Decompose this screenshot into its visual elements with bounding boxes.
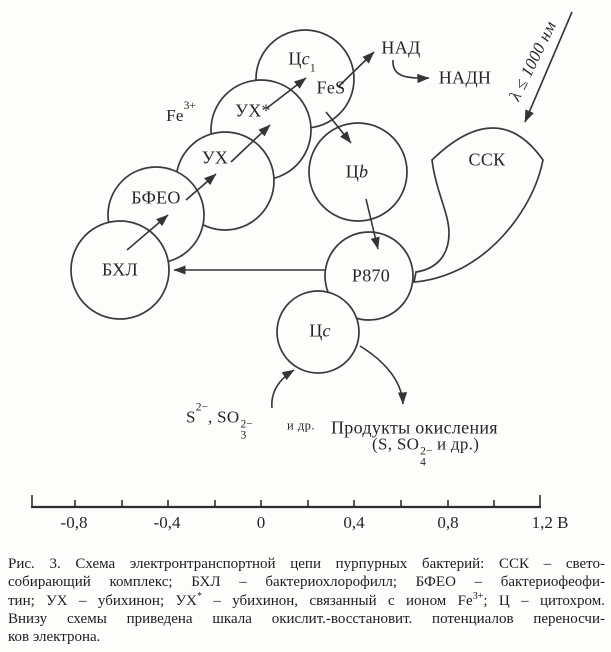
- axis-tick-label-12v: 1,2 В: [531, 513, 569, 532]
- caption-line: Внизу схемы приведена шкала окислит.-восстановит. потенциалов переносчи-: [8, 610, 605, 627]
- axis-tick-label-neg04: -0,4: [153, 513, 181, 532]
- caption-line: тин; УХ – убихинон; УХ* – убихинон, связанный с ионом $Fe^{3+}$; Ц – цитохром.: [8, 590, 605, 609]
- node-cck-label: ССК: [468, 149, 506, 170]
- fe-ion-label: $Fe^{3+}$: [166, 99, 196, 125]
- arrow-cc-to-products: [360, 346, 403, 404]
- node-bfeo-label: БФЕО: [131, 187, 181, 208]
- caption-line: собирающий комплекс; БХЛ – бактериохлорофилл; БФЕО – бактериофеофи-: [8, 574, 605, 591]
- substrates-label: $S^{2-}$, SO 2− 3: [186, 401, 253, 442]
- node-bhl-label: БХЛ: [102, 259, 138, 280]
- axis-tick-label-08: 0,8: [437, 513, 459, 532]
- axis-tick-label-neg08: -0,8: [60, 513, 88, 532]
- node-ux-label: УХ: [201, 147, 229, 168]
- products-label-line2: (S, SO 2− 4 и др.): [372, 434, 480, 469]
- potential-axis: [31, 495, 541, 507]
- node-p870-label: P870: [351, 265, 391, 286]
- node-ux-star-label: УХ*: [235, 100, 271, 121]
- figure-caption: [8, 555, 605, 646]
- node-cc-label: Цc: [309, 320, 331, 341]
- axis-tick-label-0: 0: [256, 513, 266, 532]
- light-wavelength-label: λ ≤ 1000 нм: [505, 17, 560, 104]
- node-cc1-label: $Цc_1$: [288, 48, 316, 75]
- caption-line: Рис. 3. Схема электронтранспортной цепи пурпурных бактерий: ССК – свето-: [8, 556, 605, 572]
- node-cb-label: Цb: [345, 161, 369, 182]
- nad-label: НАД: [381, 37, 421, 58]
- substrates-etc-label: и др.: [287, 418, 316, 433]
- caption-line: ков электрона.: [8, 629, 101, 646]
- products-label-line1: Продукты окисления: [331, 417, 498, 438]
- nadh-label: НАДН: [438, 67, 492, 88]
- axis-tick-label-04: 0,4: [343, 513, 365, 532]
- arrow-nad-to-nadh: [393, 60, 429, 78]
- arrow-substrates-to-cc: [272, 370, 294, 408]
- node-fes-label: FeS: [316, 77, 346, 98]
